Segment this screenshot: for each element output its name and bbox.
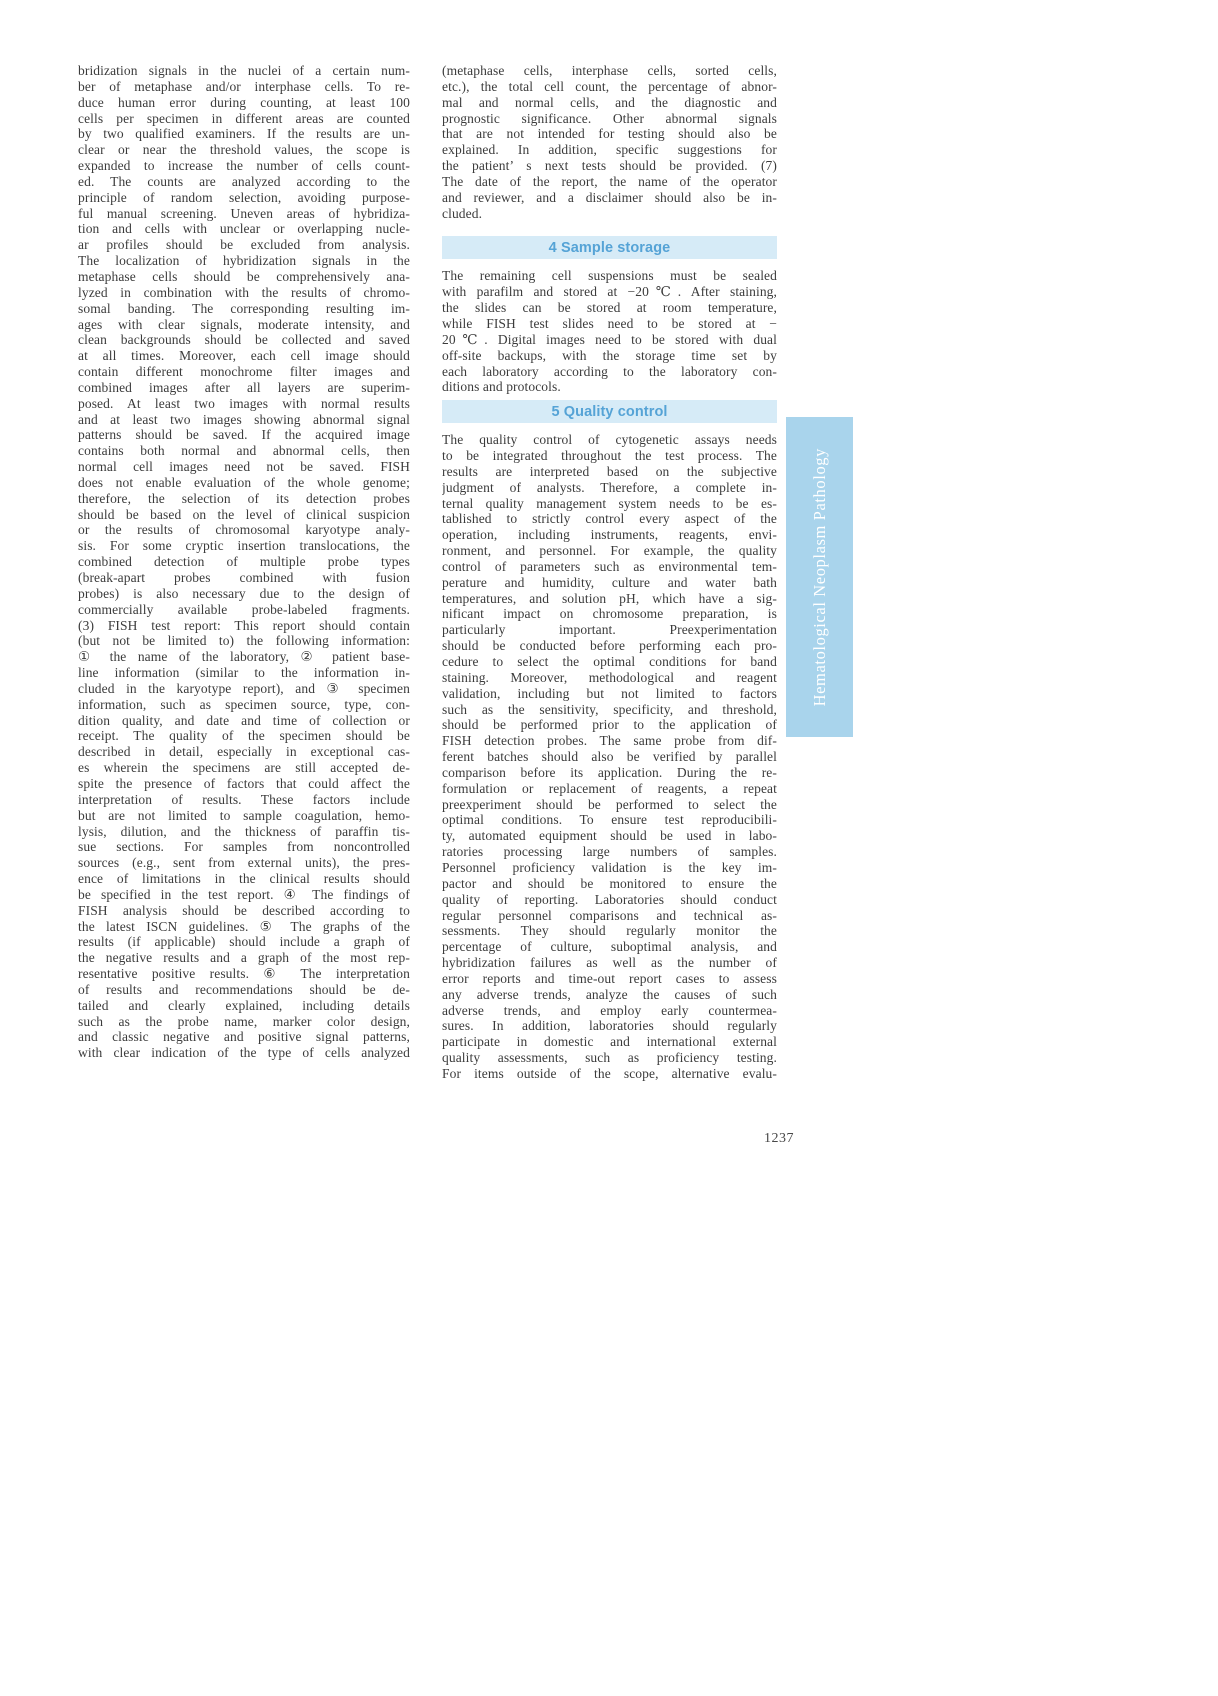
text-line: commercially available probe-labeled fragments. <box>78 601 410 617</box>
text-line: does not enable evaluation of the whole genome; <box>78 474 410 490</box>
text-line: judgment of analysts. Therefore, a complete in- <box>442 479 777 495</box>
text-line: should be performed prior to the application of <box>442 717 777 733</box>
section-heading-quality-control: 5 Quality control <box>442 400 777 423</box>
text-line: sures. In addition, laboratories should regularly <box>442 1018 777 1034</box>
quality-control-text <box>442 432 777 1082</box>
text-line: lysis, dilution, and the thickness of paraffin tis- <box>78 823 410 839</box>
text-line: that are not intended for testing should also be <box>442 126 777 142</box>
text-line: cluded. <box>442 205 483 221</box>
text-line: but are not limited to sample coagulation, hemo- <box>78 807 410 823</box>
text-line: at all times. Moreover, each cell image should <box>78 348 410 364</box>
text-line: (break-apart probes combined with fusion <box>78 570 410 585</box>
text-line: clear or near the threshold values, the scope is <box>78 142 410 158</box>
text-line: results (if applicable) should include a graph of <box>78 934 410 950</box>
text-line: The quality control of cytogenetic assays needs <box>442 432 777 448</box>
text-line: sources (e.g., sent from external units), the pres- <box>78 855 410 871</box>
text-line: described in detail, especially in exceptional cas- <box>78 744 410 760</box>
text-line: optimal conditions. To ensure test reproducibili- <box>442 812 777 828</box>
text-line: cedure to select the optimal conditions for band <box>442 654 777 669</box>
text-line: ty, automated equipment should be used in labo- <box>442 828 777 844</box>
text-line: tablished to strictly control every aspect of the <box>442 511 777 527</box>
text-line: perature and humidity, culture and water bath <box>442 574 777 590</box>
text-line: should be conducted before performing each pro- <box>442 638 777 654</box>
text-line: combined images after all layers are superim- <box>78 379 410 395</box>
text-line: spite the presence of factors that could affect the <box>78 775 410 791</box>
text-line: ternal quality management system needs to be es- <box>442 495 777 511</box>
sample-storage-text <box>442 268 777 395</box>
text-line: ronment, and personnel. For example, the quality <box>442 543 777 559</box>
right-column-intro-text <box>442 63 777 221</box>
text-line: tion and cells with unclear or overlapping nucle- <box>78 221 410 237</box>
text-line: results are interpreted based on the subjective <box>442 463 777 479</box>
text-line: control of parameters such as environmental tem- <box>442 558 777 574</box>
page-number: 1237 <box>764 1131 794 1146</box>
text-line: Personnel proficiency validation is the key im- <box>442 859 777 875</box>
text-line: of results and recommendations should be de- <box>78 981 410 997</box>
text-line: cells per specimen in different areas are counted <box>78 110 410 126</box>
text-line: patterns should be saved. If the acquired image <box>78 427 410 443</box>
text-line: duce human error during counting, at least 100 <box>78 94 410 110</box>
text-line: be specified in the test report. ④ The findings of <box>78 886 410 902</box>
text-line: principle of random selection, avoiding purpose- <box>78 189 410 205</box>
text-line: FISH detection probes. The same probe from dif- <box>442 733 777 749</box>
text-line: operation, including instruments, reagents, envi- <box>442 527 777 543</box>
text-line: formulation or replacement of reagents, a repeat <box>442 780 777 796</box>
text-line: clean backgrounds should be collected and saved <box>78 332 410 348</box>
text-line: participate in domestic and international external <box>442 1034 777 1050</box>
text-line: (metaphase cells, interphase cells, sorted cells, <box>442 63 777 78</box>
text-line: particularly important. Preexperimentation <box>442 622 777 638</box>
text-line: regular personnel comparisons and technical as- <box>442 907 777 923</box>
text-line: resentative positive results. ⑥ The interpretation <box>78 966 410 982</box>
section-heading-sample-storage: 4 Sample storage <box>442 236 777 259</box>
text-line: therefore, the selection of its detection probes <box>78 490 410 506</box>
text-line: quality of reporting. Laboratories should conduct <box>442 891 777 907</box>
text-line: line information (similar to the information in- <box>78 665 410 681</box>
text-line: For items outside of the scope, alternative evalu- <box>442 1065 777 1081</box>
text-line: (but not be limited to) the following information: <box>78 633 410 649</box>
text-line: FISH analysis should be described according to <box>78 902 410 918</box>
text-line: lyzed in combination with the results of chromo- <box>78 284 410 300</box>
text-line: quality assessments, such as proficiency testing. <box>442 1050 777 1066</box>
text-line: sis. For some cryptic insertion translocations, the <box>78 538 410 554</box>
text-line: the patient’ s next tests should be provided. (7) <box>442 158 777 174</box>
text-line: ferent batches should also be verified by parallel <box>442 749 777 765</box>
text-line: expanded to increase the number of cells count- <box>78 158 410 174</box>
text-line: to be integrated throughout the test process. The <box>442 448 777 464</box>
text-line: error reports and time-out report cases to assess <box>442 970 777 986</box>
left-column-text <box>78 63 410 1061</box>
text-line: ditions and protocols. <box>442 379 561 395</box>
text-line: ages with clear signals, moderate intensity, and <box>78 316 410 332</box>
text-line: adverse trends, and employ early countermea- <box>442 1002 777 1018</box>
text-line: The localization of hybridization signals in the <box>78 253 410 269</box>
left-column <box>78 63 410 1061</box>
text-line: bridization signals in the nuclei of a certain num- <box>78 63 410 78</box>
text-line: posed. At least two images with normal results <box>78 395 410 411</box>
text-line: (3) FISH test report: This report should contain <box>78 617 410 633</box>
text-line: ① the name of the laboratory, ② patient base- <box>78 649 410 665</box>
text-line: comparison before its application. During the re- <box>442 764 777 780</box>
text-line: contains both normal and abnormal cells, then <box>78 443 410 459</box>
text-line: the slides can be stored at room temperature, <box>442 300 777 316</box>
text-line: sue sections. For samples from noncontrolled <box>78 839 410 855</box>
text-line: somal banding. The corresponding resulting im- <box>78 300 410 316</box>
text-line: cluded in the karyotype report), and ③ specimen <box>78 680 410 696</box>
text-line: percentage of culture, suboptimal analysis, and <box>442 939 777 955</box>
text-line: metaphase cells should be comprehensively ana- <box>78 268 410 284</box>
text-line: explained. In addition, specific suggestions for <box>442 142 777 158</box>
text-line: receipt. The quality of the specimen should be <box>78 728 410 744</box>
text-line: The remaining cell suspensions must be sealed <box>442 268 777 284</box>
text-line: mal and normal cells, and the diagnostic and <box>442 94 777 110</box>
text-line: and reviewer, and a disclaimer should also be in- <box>442 189 777 205</box>
text-line: hybridization failures as well as the number of <box>442 955 777 971</box>
text-line: 20℃. Digital images need to be stored with dual <box>442 331 777 347</box>
text-line: prognostic significance. Other abnormal signals <box>442 110 777 126</box>
chapter-tab <box>786 417 853 737</box>
text-line: The date of the report, the name of the operator <box>442 173 777 189</box>
text-line: each laboratory according to the laboratory con- <box>442 363 777 379</box>
text-line: preexperiment should be performed to select the <box>442 796 777 812</box>
text-line: ed. The counts are analyzed according to the <box>78 173 410 189</box>
text-line: the latest ISCN guidelines. ⑤ The graphs of the <box>78 918 410 934</box>
chapter-tab-label: Hematological Neoplasm Pathology <box>809 447 829 707</box>
text-line: temperatures, and solution pH, which have a sig- <box>442 590 777 606</box>
text-line: and classic negative and positive signal patterns, <box>78 1029 410 1045</box>
text-line: combined detection of multiple probe types <box>78 554 410 570</box>
text-line: ratories processing large numbers of samples. <box>442 844 777 860</box>
text-line: probes) is also necessary due to the design of <box>78 585 410 601</box>
text-line: dition quality, and date and time of collection or <box>78 712 410 728</box>
text-line: with parafilm and stored at −20℃. After staining, <box>442 284 777 300</box>
text-line: staining. Moreover, methodological and reagent <box>442 669 777 685</box>
text-line: off-site backups, with the storage time set by <box>442 347 777 363</box>
text-line: pactor and should be monitored to ensure the <box>442 875 777 891</box>
text-line: ful manual screening. Uneven areas of hybridiza- <box>78 205 410 221</box>
text-line: the negative results and a graph of the most rep- <box>78 950 410 966</box>
text-line: and at least two images showing abnormal signal <box>78 411 410 427</box>
text-line: ar profiles should be excluded from analysis. <box>78 237 410 253</box>
text-line: etc.), the total cell count, the percentage of abnor- <box>442 78 777 94</box>
text-line: such as the sensitivity, specificity, and threshold, <box>442 701 777 717</box>
right-column <box>442 63 777 1082</box>
text-line: with clear indication of the type of cells analyzed <box>78 1045 410 1061</box>
text-line: es wherein the specimens are still accepted de- <box>78 760 410 776</box>
text-line: sessments. They should regularly monitor the <box>442 923 777 939</box>
text-line: such as the probe name, marker color design, <box>78 1013 410 1029</box>
text-line: validation, including but not limited to factors <box>442 685 777 701</box>
text-line: by two qualified examiners. If the results are un- <box>78 126 410 142</box>
text-line: or the results of chromosomal karyotype analy- <box>78 522 410 538</box>
text-line: should be based on the level of clinical suspicion <box>78 506 410 522</box>
text-line: contain different monochrome filter images and <box>78 364 410 380</box>
text-line: while FISH test slides need to be stored at − <box>442 315 777 331</box>
text-line: interpretation of results. These factors include <box>78 791 410 807</box>
text-line: normal cell images need not be saved. FISH <box>78 459 410 475</box>
text-line: ber of metaphase and/or interphase cells. To re- <box>78 78 410 94</box>
text-line: any adverse trends, analyze the causes of such <box>442 986 777 1002</box>
text-line: information, such as specimen source, type, con- <box>78 696 410 712</box>
text-line: nificant impact on chromosome preparation, is <box>442 606 777 622</box>
text-line: ence of limitations in the clinical results should <box>78 871 410 887</box>
text-line: tailed and clearly explained, including details <box>78 997 410 1013</box>
